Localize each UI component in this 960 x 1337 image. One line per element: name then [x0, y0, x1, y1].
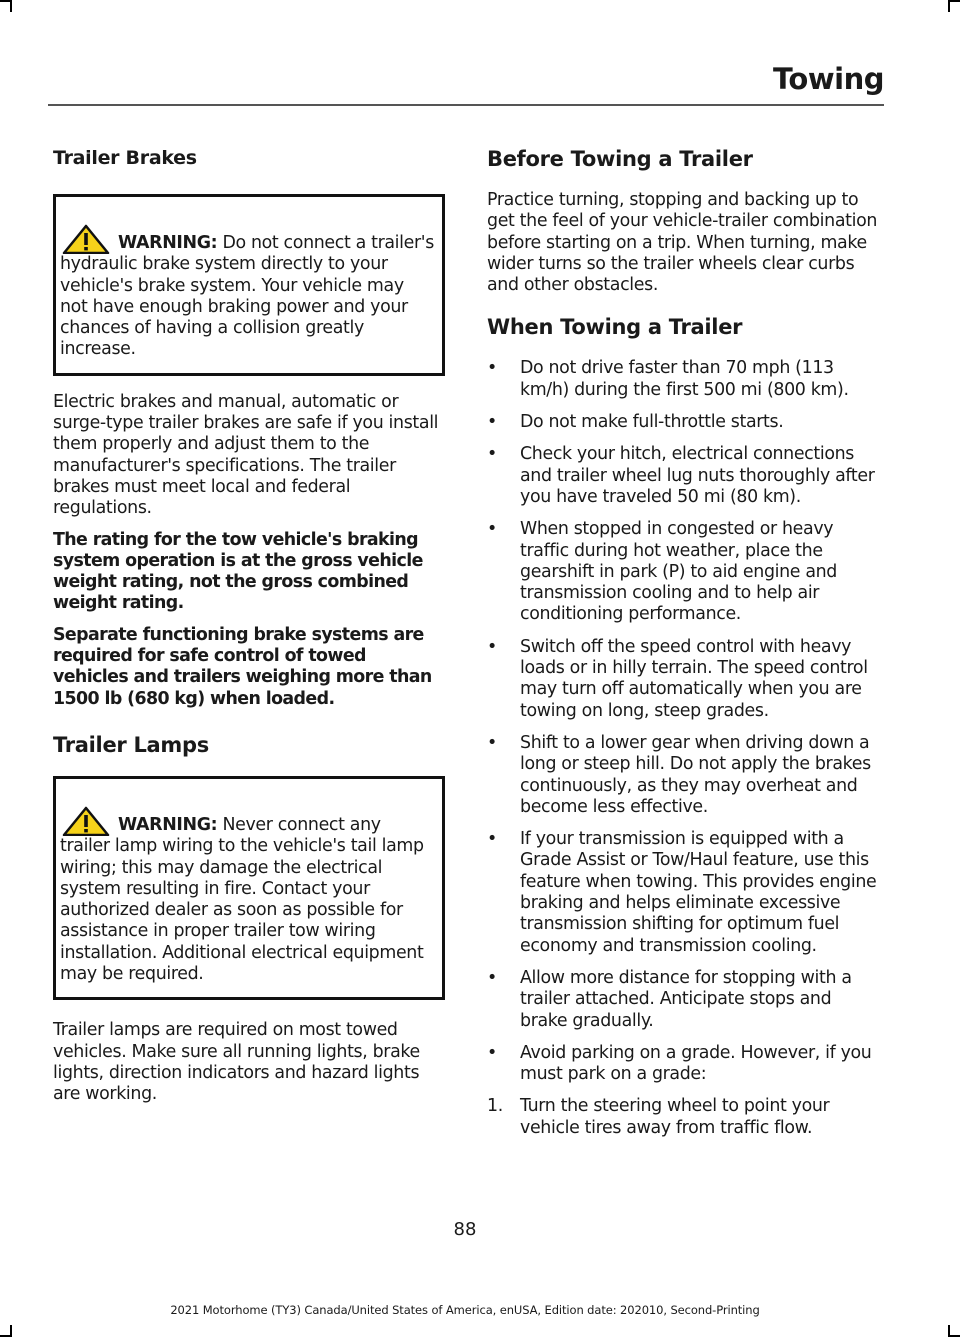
warning-text-brakes [60, 224, 434, 361]
list-item: • Allow more distance for stopping with a trailer attached. Anticipate stops and brake gradually. [487, 967, 852, 1031]
list-item: • When stopped in congested or heavy traffic during hot weather, place the gearshift in park (P) to aid engine and transmission cooling and to help air conditioning performance. [487, 519, 837, 625]
trailer-brakes-heading: Trailer Brakes [53, 147, 197, 169]
brake-rating-note: The rating for the tow vehicle's braking system operation is at the gross vehicle weight rating, not the gross combined weight rating. [53, 529, 423, 614]
warning-triangle-icon [62, 224, 110, 254]
numbered-item: 1. Turn the steering wheel to point your vehicle tires away from traffic flow. [487, 1096, 830, 1138]
warning-box-lamps [53, 776, 445, 1000]
header-divider [48, 104, 884, 106]
parking-steps-list [487, 1096, 879, 1139]
warning-label: WARNING: [118, 233, 218, 253]
list-item: • If your transmission is equipped with a Grade Assist or Tow/Haul feature, use this feature when towing. This provides engine braking and helps eliminate excessive transmission shifting for optimum fuel economy and transmission cooling. [487, 829, 877, 956]
brakes-paragraph: Electric brakes and manual, automatic or surge-type trailer brakes are safe if you install them properly and adjust them to the manufacturer's specifications. The trailer brakes must meet local and federal regulations. [53, 391, 439, 519]
warning-text-lamps [60, 806, 434, 985]
list-item: • Switch off the speed control with heavy loads or in hilly terrain. The speed control may turn off automatically when you are towing on long, steep grades. [487, 636, 868, 721]
when-towing-heading: When Towing a Trailer [487, 315, 743, 340]
before-towing-heading: Before Towing a Trailer [487, 147, 753, 171]
trailer-lamps-heading: Trailer Lamps [53, 732, 209, 757]
separate-brake-note: Separate functioning brake systems are required for safe control of towed vehicles and trailers weighing more than 1500 lb (680 kg) when loaded. [53, 624, 432, 709]
page-number: 88 [453, 1219, 477, 1240]
list-item: • Check your hitch, electrical connections and trailer wheel lug nuts thoroughly after you have traveled 50 mi (80 km). [487, 444, 875, 507]
list-item: • Avoid parking on a grade. However, if you must park on a grade: [487, 1042, 872, 1085]
crop-mark-top-right-v [948, 0, 950, 12]
list-item: • Do not make full-throttle starts. [487, 412, 784, 433]
crop-mark-top-left-v [10, 0, 12, 12]
warning-label: WARNING: [118, 814, 218, 835]
warning-box-brakes [53, 194, 445, 376]
list-item: • Shift to a lower gear when driving down a long or steep hill. Do not apply the brakes continuously, as they may overheat and become less effective. [487, 732, 871, 817]
list-item: • Do not drive faster than 70 mph (113 km/h) during the first 500 mi (800 km). [487, 358, 849, 400]
towing-tips-list [487, 358, 879, 1085]
right-column [487, 146, 879, 1139]
page-header-title: Towing [773, 62, 884, 96]
before-towing-paragraph: Practice turning, stopping and backing up to get the feel of your vehicle-trailer combination before starting on a trip. When turning, make wider turns so the trailer wheels clear curbs and other obstacles. [487, 190, 878, 296]
crop-mark-bottom-right-v [948, 1325, 950, 1337]
left-column [53, 146, 445, 1116]
warning-body: Never connect any trailer lamp wiring to the vehicle's tail lamp wiring; this may damage the electrical system resulting in fire. Contact your authorized dealer as soon as possible for assistance in proper trailer tow wiring installation. Additional electrical equipment may be required. [60, 814, 424, 985]
warning-triangle-icon [62, 806, 110, 836]
lamps-paragraph: Trailer lamps are required on most towed vehicles. Make sure all running lights, brake lights, direction indicators and hazard lights are working. [53, 1020, 420, 1105]
crop-mark-bottom-left-v [10, 1325, 12, 1337]
edition-footer: 2021 Motorhome (TY3) Canada/United States of America, enUSA, Edition date: 202010, Second-Printing [170, 1303, 760, 1317]
warning-body: Do not connect a trailer's hydraulic brake system directly to your vehicle's brake system. Your vehicle may not have enough braking power and your chances of having a collision greatly increase. [60, 233, 434, 360]
